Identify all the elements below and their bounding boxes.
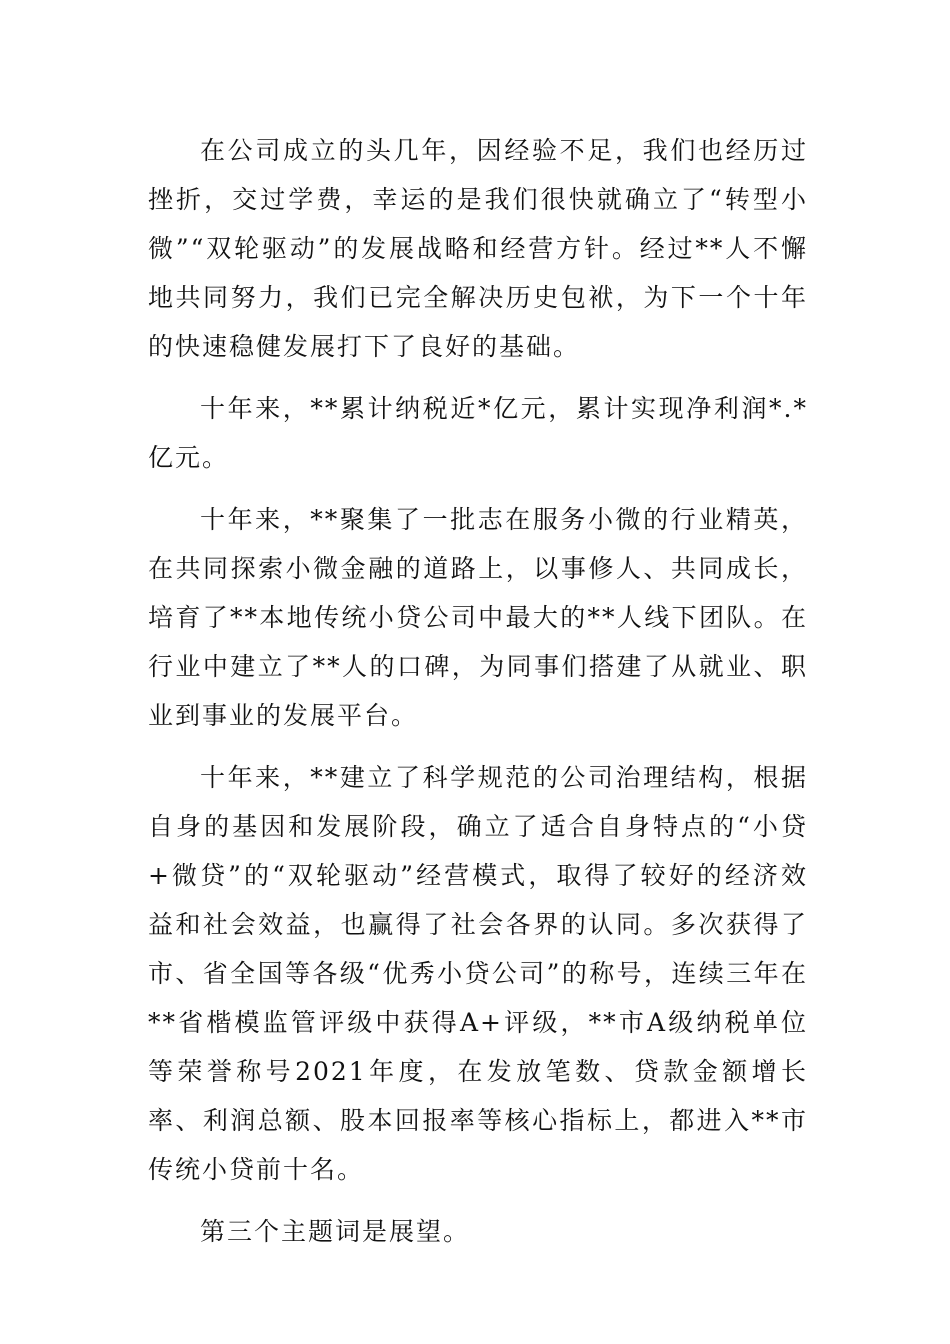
paragraph-company-early-years: 在公司成立的头几年，因经验不足，我们也经历过挫折，交过学费，幸运的是我们很快就确立了“转型小微”“双轮驱动”的发展战略和经营方针。经过**人不懈地共同努力，我们已完全解决历史包袱，为下一个十年的快速稳健发展打下了良好的基础。 [148, 136, 808, 361]
paragraph-third-theme: 第三个主题词是展望。 [200, 1217, 471, 1246]
paragraph-governance-and-honors: 十年来，**建立了科学规范的公司治理结构，根据自身的基因和发展阶段，确立了适合自身特点的“小贷+微贷”的“双轮驱动”经营模式，取得了较好的经济效益和社会效益，也赢得了社会各界的认同。多次获得了市、省全国等各级“优秀小贷公司”的称号，连续三年在**省楷模监管评级中获得A+评级，**市A级纳税单位等荣誉称号2021年度，在发放笔数、贷款金额增长率、利润总额、股本回报率等核心指标上，都进入**市传统小贷前十名。 [148, 763, 808, 1184]
document-body [148, 126, 808, 1256]
paragraph-tax-and-profit: 十年来，**累计纳税近*亿元，累计实现净利润*.*亿元。 [148, 394, 808, 472]
paragraph-talent-team: 十年来，**聚集了一批志在服务小微的行业精英，在共同探索小微金融的道路上，以事修人、共同成长，培育了**本地传统小贷公司中最大的**人线下团队。在行业中建立了**人的口碑，为同事们搭建了从就业、职业到事业的发展平台。 [148, 505, 808, 730]
